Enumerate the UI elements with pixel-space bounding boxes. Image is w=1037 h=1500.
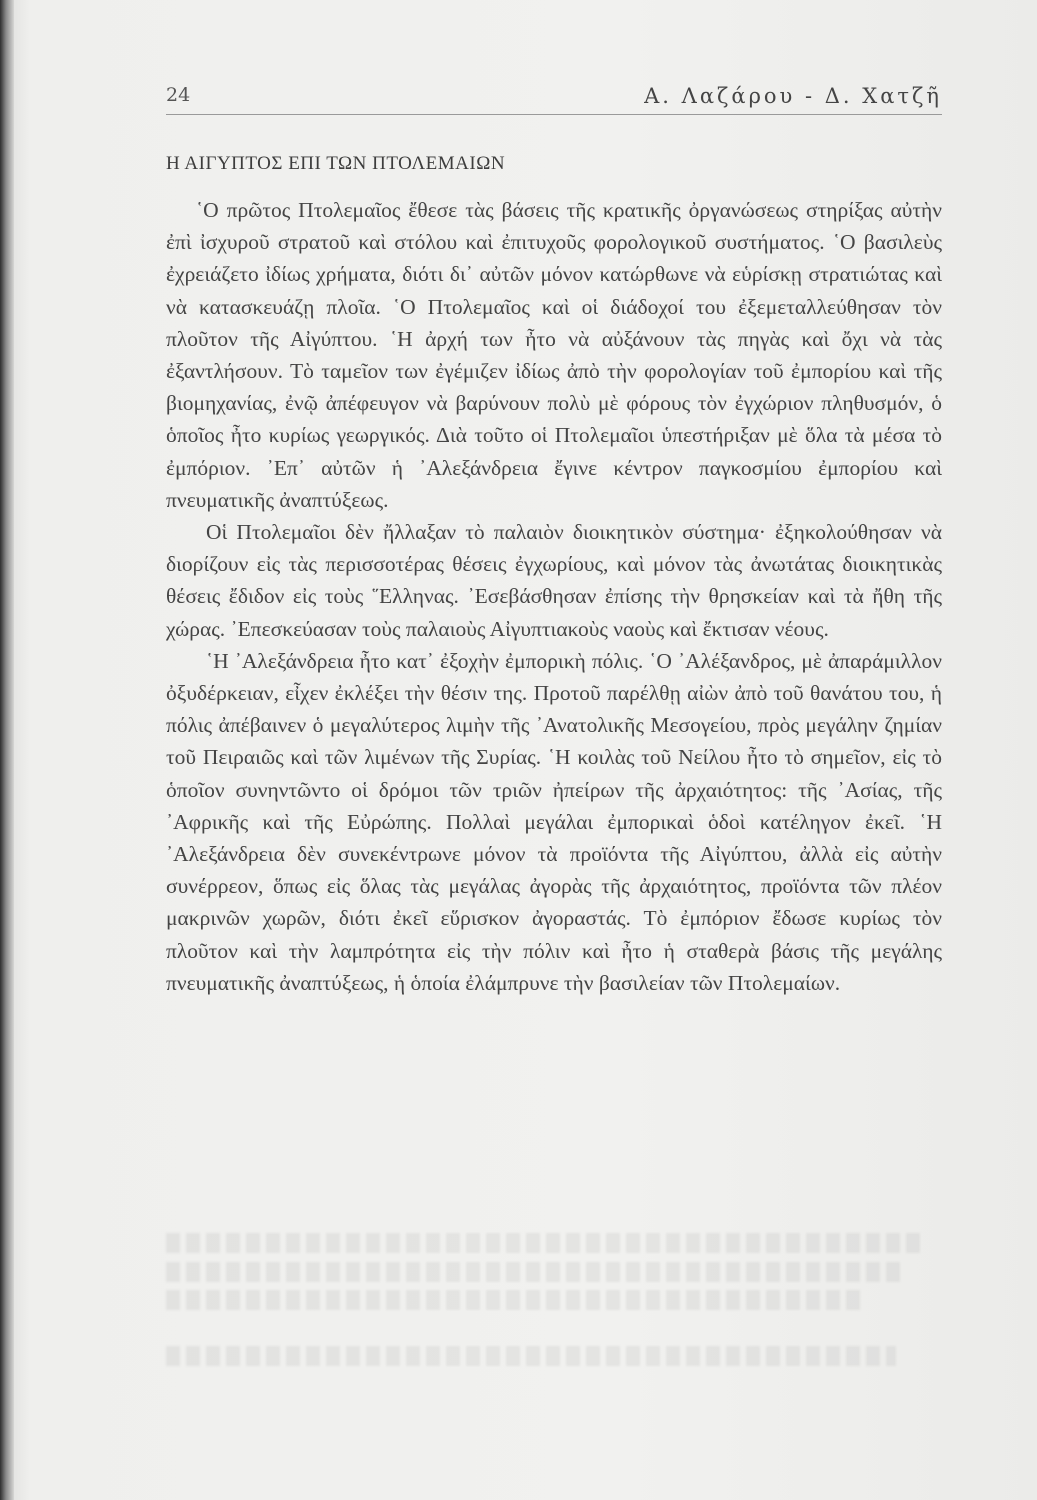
running-head: Α. Λαζάρου - Δ. Χατζῆ bbox=[644, 84, 942, 108]
paragraph-3: ῾Η ᾿Αλεξάνδρεια ἦτο κατ᾽ ἐξοχὴν ἐμπορικὴ πόλις. ῾Ο ᾿Αλέξανδρος, μὲ ἀπαράμιλλον ὀξυδέρκειαν, εἶχεν ἐκλέξει τὴν θέσιν της. Προτοῦ παρέλθῃ αἰὼν ἀπὸ τοῦ θανάτου του, ἡ πόλις ἀπέβαινεν ὁ μεγαλύτερος λιμὴν τῆς ᾿Ανατολικῆς Μεσογείου, πρὸς μεγάλην ζημίαν τοῦ Πειραιῶς καὶ τῶν λιμένων τῆς Συρίας. ῾Η κοιλὰς τοῦ Νείλου ἦτο τὸ σημεῖον, εἰς τὸ ὁποῖον συνηντῶντο οἱ δρόμοι τῶν τριῶν ἠπείρων τῆς ἀρχαιότητος: τῆς ᾿Ασίας, τῆς ᾿Αφρικῆς καὶ τῆς Εὐρώπης. Πολλαὶ μεγάλαι ἐμπορικαὶ ὁδοὶ κατέληγον ἐκεῖ. ῾Η ᾿Αλεξάνδρεια δὲν συνεκέντρωνε μόνον τὰ προϊόντα τῆς Αἰγύπτου, ἀλλὰ εἰς αὐτὴν συνέρρεον, ὅπως εἰς ὅλας τὰς μεγάλας ἀγορὰς τῆς ἀρχαιότητος, προϊόντα τῶν πλέον μακρινῶν χωρῶν, διότι ἐκεῖ εὕρισκον ἀγοραστάς. Τὸ ἐμπόριον ἔδωσε κυρίως τὸν πλοῦτον καὶ τὴν λαμπρότητα εἰς τὴν πόλιν καὶ ἦτο ἡ σταθερὰ βάσις τῆς μεγάλης πνευματικῆς ἀναπτύξεως, ἡ ὁποία ἐλάμπρυνε τὴν βασιλείαν τῶν Πτολεμαίων. bbox=[166, 648, 942, 995]
show-through-text bbox=[166, 1233, 926, 1253]
show-through-text bbox=[166, 1290, 866, 1310]
page-number: 24 bbox=[166, 84, 191, 106]
page-header bbox=[166, 84, 942, 115]
section-title: Η ΑΙΓΥΠΤΟΣ ΕΠΙ ΤΩΝ ΠΤΟΛΕΜΑΙΩΝ bbox=[166, 153, 506, 174]
show-through-text bbox=[166, 1346, 896, 1366]
page-spine-shadow bbox=[0, 0, 14, 1500]
show-through-text bbox=[166, 1262, 906, 1282]
body-text bbox=[166, 194, 942, 999]
paragraph-2: Οἱ Πτολεμαῖοι δὲν ἤλλαξαν τὸ παλαιὸν διοικητικὸν σύστημα· ἐξηκολούθησαν νὰ διορίζουν εἰς τὰς περισσοτέρας θέσεις ἐγχωρίους, καὶ μόνον τὰς ἀνωτάτας διοικητικὰς θέσεις ἔδιδον εἰς τοὺς ῞Ελληνας. ᾿Εσεβάσθησαν ἐπίσης τὴν θρησκείαν καὶ τὰ ἤθη τῆς χώρας. ᾿Επεσκεύασαν τοὺς παλαιοὺς Αἰγυπτιακοὺς ναοὺς καὶ ἔκτισαν νέους. bbox=[166, 520, 942, 641]
paragraph-1: ῾Ο πρῶτος Πτολεμαῖος ἔθεσε τὰς βάσεις τῆς κρατικῆς ὀργανώσεως στηρίξας αὐτὴν ἐπὶ ἰσχυροῦ στρατοῦ καὶ στόλου καὶ ἐπιτυχοῦς φορολογικοῦ συστήματος. ῾Ο βασιλεὺς ἐχρειάζετο ἰδίως χρήματα, διότι δι᾽ αὐτῶν μόνον κατώρθωνε νὰ εὑρίσκῃ στρατιώτας καὶ νὰ κατασκευάζῃ πλοῖα. ῾Ο Πτολεμαῖος καὶ οἱ διάδοχοί του ἐξεμεταλλεύθησαν τὸν πλοῦτον τῆς Αἰγύπτου. ῾Η ἀρχή των ἦτο νὰ αὐξάνουν τὰς πηγὰς καὶ ὄχι νὰ τὰς ἐξαντλήσουν. Τὸ ταμεῖον των ἐγέμιζεν ἰδίως ἀπὸ τὴν φορολογίαν τοῦ ἐμπορίου καὶ τῆς βιομηχανίας, ἐνῷ ἀπέφευγον νὰ βαρύνουν πολὺ μὲ φόρους τὸν ἐγχώριον πληθυσμόν, ὁ ὁποῖος ἦτο κυρίως γεωργικός. Διὰ τοῦτο οἱ Πτολεμαῖοι ὑπεστήριξαν μὲ ὅλα τὰ μέσα τὸ ἐμπόριον. ᾿Επ᾽ αὐτῶν ἡ ᾿Αλεξάνδρεια ἔγινε κέντρον παγκοσμίου ἐμπορίου καὶ πνευματικῆς ἀναπτύξεως. bbox=[166, 198, 942, 512]
